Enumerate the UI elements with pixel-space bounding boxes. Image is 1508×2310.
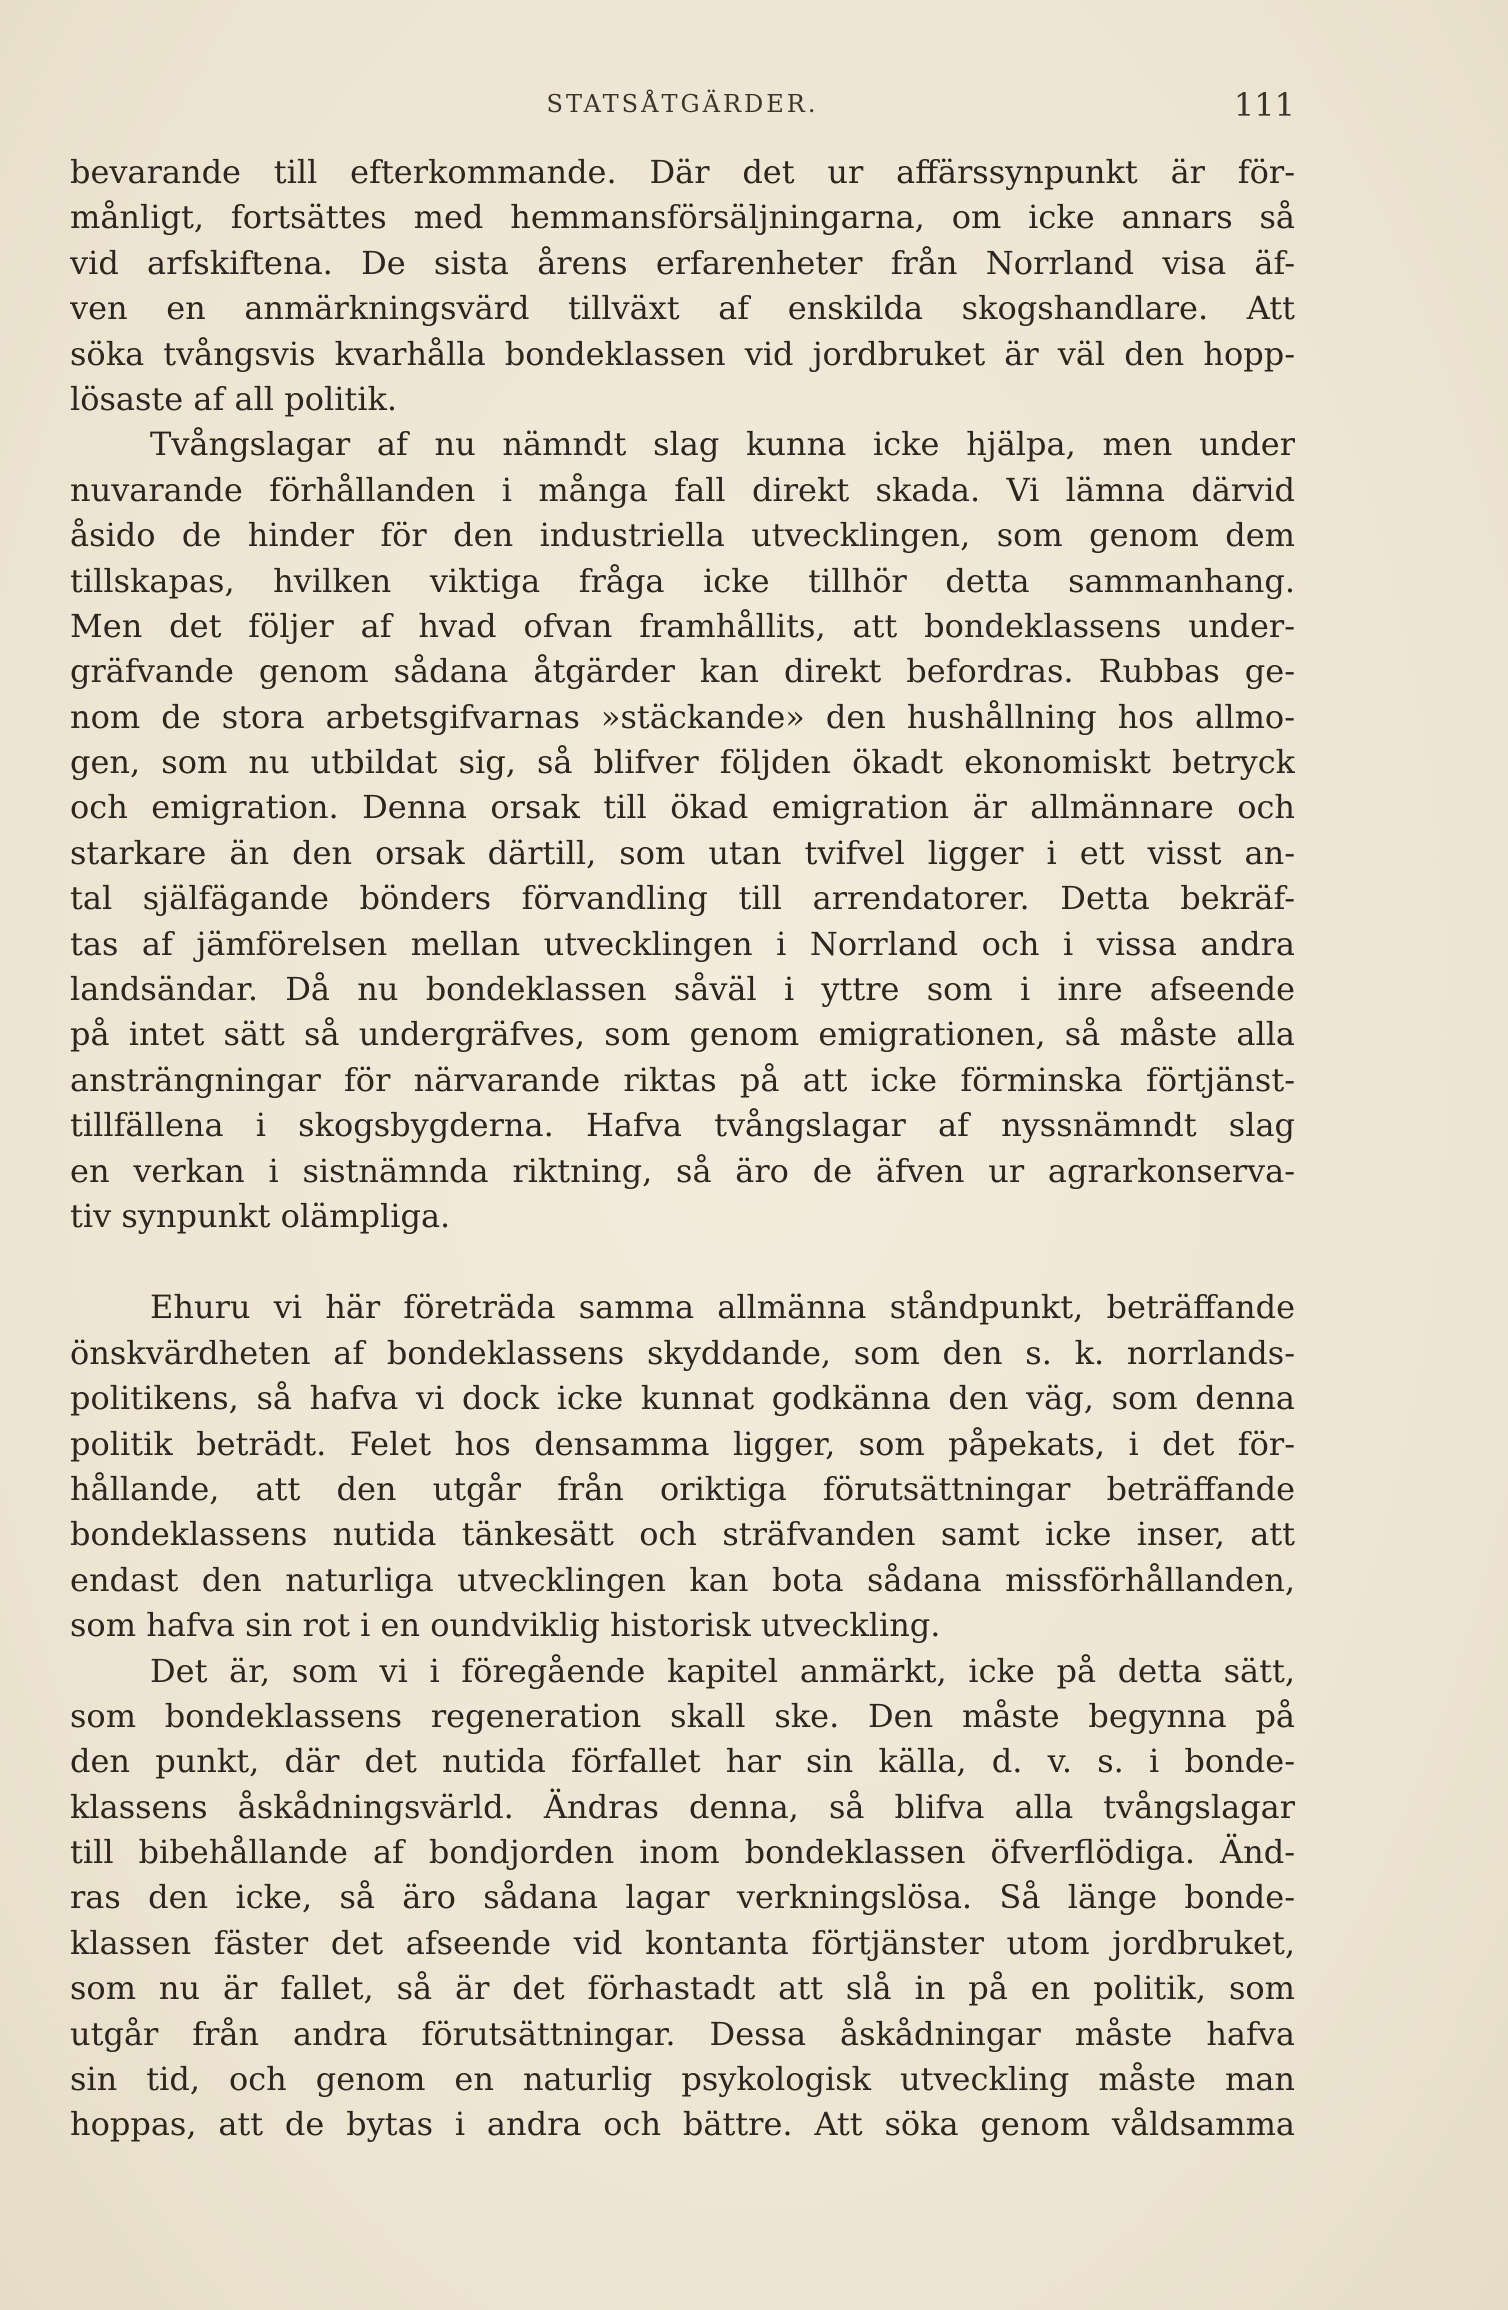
text-line: klassens åskådningsvärld. Ändras denna, så blifva alla tvångslagar [70,1787,1295,1826]
text-line: som nu är fallet, så är det förhastadt att slå in på en politik, som [70,1969,1295,2008]
page-header [70,86,1295,126]
paragraph [70,150,1295,422]
text-line: Ehuru vi här företräda samma allmänna ståndpunkt, beträffande [150,1288,1295,1327]
text-line: gräfvande genom sådana åtgärder kan direkt befordras. Rubbas ge- [70,652,1295,691]
paragraph [70,1285,1295,1648]
text-line: nom de stora arbetsgifvarnas »stäckande» den hushållning hos allmo- [70,697,1295,736]
paragraph-spacer [70,1239,1295,1285]
text-line: åsido de hinder för den industriella utvecklingen, som genom dem [70,516,1295,555]
text-line: bondeklassens nutida tänkesätt och sträfvanden samt icke inser, att [70,1515,1295,1554]
text-line: den punkt, där det nutida förfallet har sin källa, d. v. s. i bonde- [70,1742,1295,1781]
text-line: starkare än den orsak därtill, som utan tvifvel ligger i ett visst an- [70,833,1295,872]
text-line: tiv synpunkt olämpliga. [70,1196,451,1235]
text-line: bevarande till efterkommande. Där det ur affärssynpunkt är för- [70,153,1295,191]
text-line: en verkan i sistnämnda riktning, så äro de äfven ur agrarkonserva- [70,1151,1295,1190]
text-line: Men det följer af hvad ofvan framhållits, att bondeklassens under- [70,606,1295,645]
text-line: ven en anmärkningsvärd tillväxt af enskilda skogshandlare. Att [70,289,1295,328]
text-line: hoppas, att de bytas i andra och bättre. Att söka genom våldsamma [70,2105,1295,2144]
text-line: politikens, så hafva vi dock icke kunnat godkänna den väg, som denna [70,1379,1295,1418]
text-line: ras den icke, så äro sådana lagar verkningslösa. Så länge bonde- [70,1878,1295,1917]
text-line: som hafva sin rot i en oundviklig historisk utveckling. [70,1606,941,1645]
body-text [70,150,1295,2148]
page-number: 111 [1233,86,1295,124]
text-line: ansträngningar för närvarande riktas på att icke förminska förtjänst- [70,1060,1295,1099]
paragraph [70,422,1295,1239]
text-line: månligt, fortsättes med hemmansförsäljningarna, om icke annars så [70,198,1295,237]
text-line: gen, som nu utbildat sig, så blifver följden ökadt ekonomiskt betryck [70,743,1295,782]
running-title: STATSÅTGÄRDER. [546,90,819,118]
text-line: önskvärdheten af bondeklassens skyddande, som den s. k. norrlands- [70,1333,1295,1372]
text-line: landsändar. Då nu bondeklassen såväl i yttre som i inre afseende [70,970,1295,1009]
text-line: utgår från andra förutsättningar. Dessa åskådningar måste hafva [70,2014,1295,2053]
text-line: på intet sätt så undergräfves, som genom emigrationen, så måste alla [70,1015,1295,1054]
text-line: tal själfägande bönders förvandling till arrendatorer. Detta bekräf- [70,879,1295,918]
text-line: tillskapas, hvilken viktiga fråga icke tillhör detta sammanhang. [70,561,1295,600]
text-line: lösaste af all politik. [70,379,398,418]
paragraph [70,1649,1295,2148]
text-line: hållande, att den utgår från oriktiga förutsättningar beträffande [70,1469,1295,1508]
text-line: söka tvångsvis kvarhålla bondeklassen vid jordbruket är väl den hopp- [70,334,1295,373]
text-line: politik beträdt. Felet hos densamma ligger, som påpekats, i det för- [70,1424,1295,1463]
text-line: Tvångslagar af nu nämndt slag kunna icke hjälpa, men under [150,425,1295,464]
text-line: tas af jämförelsen mellan utvecklingen i Norrland och i vissa andra [70,924,1295,963]
text-line: klassen fäster det afseende vid kontanta förtjänster utom jordbruket, [70,1923,1295,1962]
text-line: och emigration. Denna orsak till ökad emigration är allmännare och [70,788,1295,827]
text-line: till bibehållande af bondjorden inom bondeklassen öfverflödiga. Änd- [70,1833,1295,1872]
text-line: sin tid, och genom en naturlig psykologisk utveckling måste man [70,2060,1295,2099]
text-line: som bondeklassens regeneration skall ske. Den måste begynna på [70,1696,1295,1735]
text-line: tillfällena i skogsbygderna. Hafva tvångslagar af nyssnämndt slag [70,1106,1295,1145]
text-line: vid arfskiftena. De sista årens erfarenheter från Norrland visa äf- [70,243,1295,282]
text-line: nuvarande förhållanden i många fall direkt skada. Vi lämna därvid [70,470,1295,509]
text-line: Det är, som vi i föregående kapitel anmärkt, icke på detta sätt, [150,1651,1295,1690]
text-line: endast den naturliga utvecklingen kan bota sådana missförhållanden, [70,1560,1295,1599]
